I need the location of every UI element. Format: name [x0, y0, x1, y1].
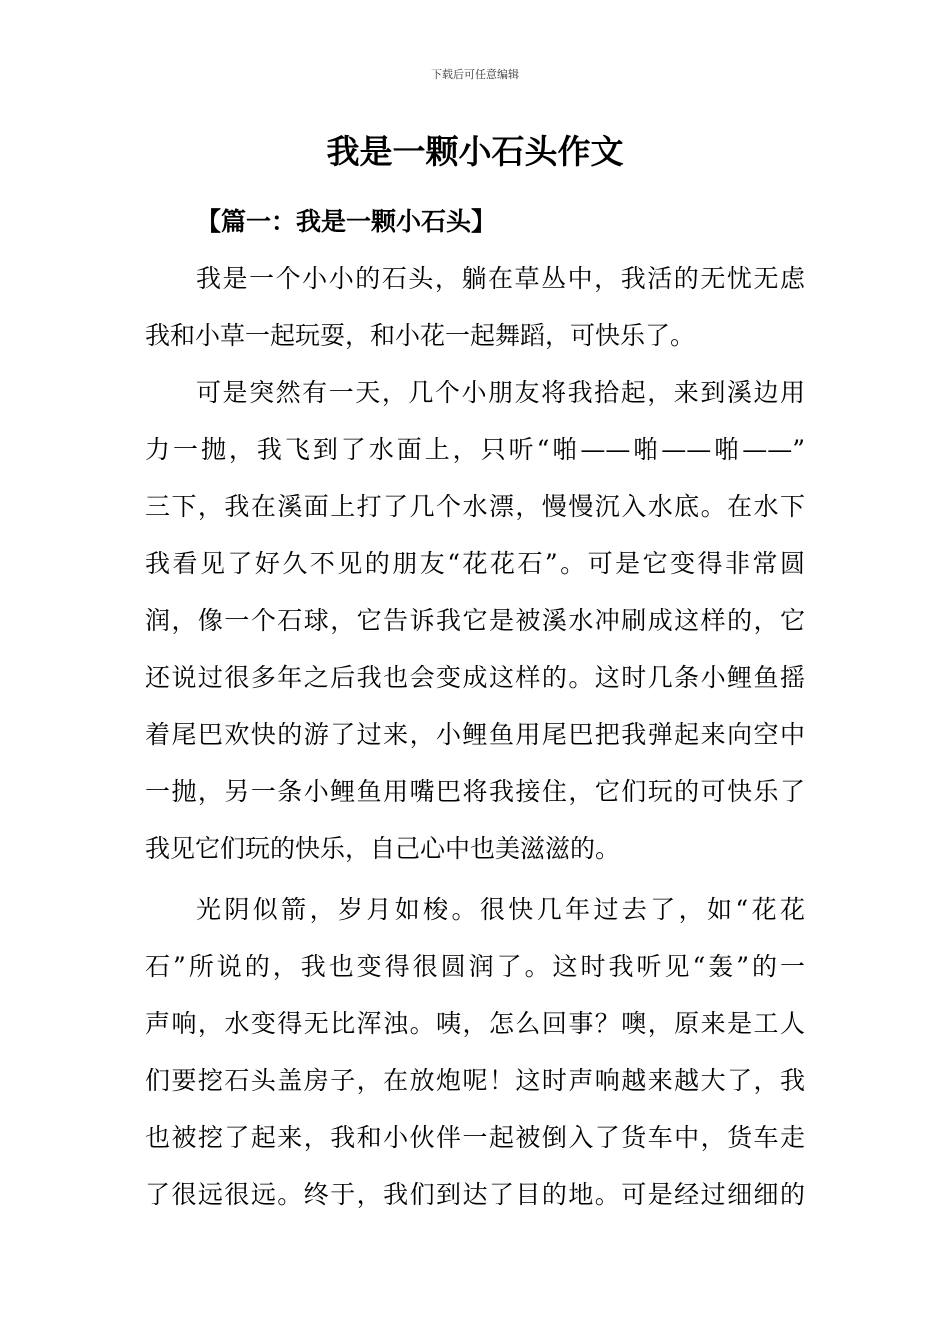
- text-line: 光阴似箭，岁月如梭。很快几年过去了，如“花花: [196, 895, 805, 924]
- text-line: 一抛，另一条小鲤鱼用嘴巴将我接住，它们玩的可快乐了: [145, 777, 805, 806]
- text-line: 了很远很远。终于，我们到达了目的地。可是经过细细的: [145, 1180, 805, 1209]
- text-line: 也被挖了起来，我和小伙伴一起被倒入了货车中，货车走: [145, 1123, 805, 1152]
- text-line: 还说过很多年之后我也会变成这样的。这时几条小鲤鱼摇: [145, 663, 805, 692]
- text-line: 润，像一个石球，它告诉我它是被溪水冲刷成这样的，它: [145, 606, 805, 635]
- text-line: 声响，水变得无比浑浊。咦，怎么回事？噢，原来是工人: [145, 1009, 805, 1038]
- text-line: 们要挖石头盖房子，在放炮呢！这时声响越来越大了，我: [145, 1066, 805, 1095]
- text-line: 我看见了好久不见的朋友“花花石”。可是它变得非常圆: [145, 549, 805, 578]
- text-line: 可是突然有一天，几个小朋友将我拾起，来到溪边用: [196, 378, 805, 407]
- text-line: 三下，我在溪面上打了几个水漂，慢慢沉入水底。在水下: [145, 492, 805, 521]
- text-line: 我和小草一起玩耍，和小花一起舞蹈，可快乐了。: [145, 321, 696, 350]
- document-title: 我是一颗小石头作文: [326, 132, 624, 171]
- section-heading: 【篇一：我是一颗小石头】: [196, 207, 497, 236]
- header-note: 下载后可任意编辑: [431, 68, 519, 81]
- text-line: 着尾巴欢快的游了过来，小鲤鱼用尾巴把我弹起来向空中: [145, 720, 805, 749]
- text-line: 石”所说的，我也变得很圆润了。这时我听见“轰”的一: [145, 952, 805, 981]
- text-line: 我见它们玩的快乐，自己心中也美滋滋的。: [145, 834, 621, 863]
- text-line: 我是一个小小的石头，躺在草丛中，我活的无忧无虑: [196, 264, 805, 293]
- text-line: 力一抛，我飞到了水面上，只听“啪——啪——啪——”: [145, 435, 805, 464]
